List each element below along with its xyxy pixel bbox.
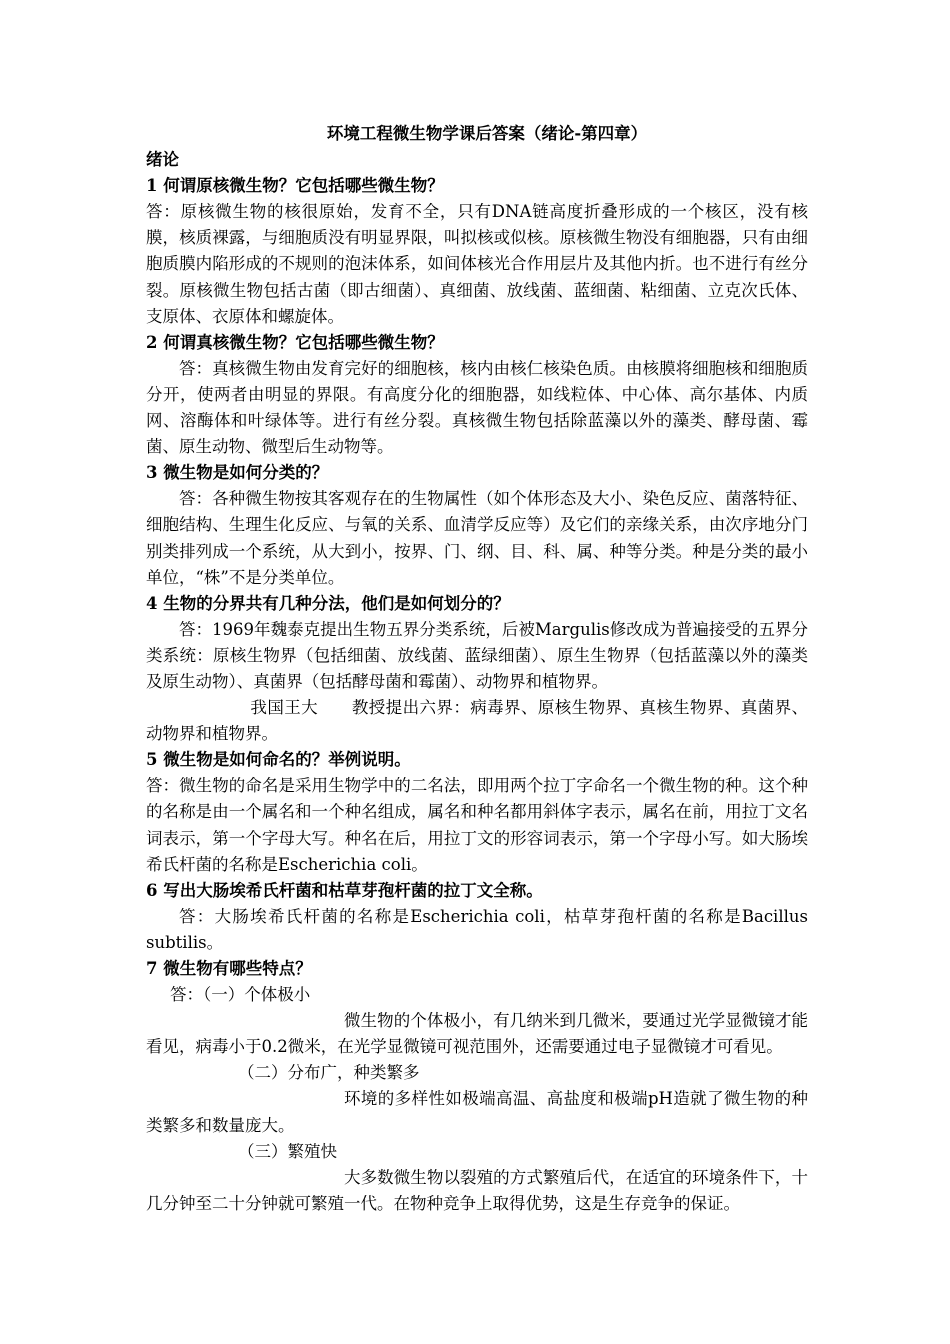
question-2-answer: 答：真核微生物由发育完好的细胞核，核内由核仁核染色质。由核膜将细胞核和细胞质分开，使两者由明显的界限。有高度分化的细胞器，如线粒体、中心体、高尔基体、内质网、溶酶体和叶绿体等。进行有丝分裂。真核微生物包括除蓝藻以外的藻类、酵母菌、霉菌、原生动物、微型后生动物等。 — [146, 358, 808, 457]
section-heading: 绪论 — [146, 150, 179, 170]
question-6-answer: 答：大肠埃希氏杆菌的名称是Escherichia coli，枯草芽孢杆菌的名称是Bacillus subtilis。 — [146, 906, 808, 952]
question-7-item-3-text: 大多数微生物以裂殖的方式繁殖后代，在适宜的环境条件下，十几分钟至二十分钟就可繁殖一代。在物种竞争上取得优势，这是生存竞争的保证。 — [146, 1167, 808, 1213]
question-4-heading: 4 生物的分界共有几种分法，他们是如何划分的？ — [146, 593, 510, 613]
question-7-item-3-label: （三）繁殖快 — [238, 1141, 337, 1161]
question-4-answer: 答：1969年魏泰克提出生物五界分类系统，后被Margulis修改成为普遍接受的五界分类系统：原核生物界（包括细菌、放线菌、蓝绿细菌）、原生生物界（包括蓝藻以外的藻类及原生动物）、真菌界（包括酵母菌和霉菌）、动物界和植物界。 — [146, 619, 808, 691]
document-body — [146, 121, 808, 1217]
question-7-heading: 7 微生物有哪些特点？ — [146, 959, 312, 978]
question-4-six-kingdoms: 我国王大 教授提出六界：病毒界、原核生物界、真核生物界、真菌界、动物界和植物界。 — [146, 698, 808, 744]
document-title: 环境工程微生物学课后答案（绪论-第四章） — [326, 124, 648, 143]
question-6-heading: 6 写出大肠埃希氏杆菌和枯草芽孢杆菌的拉丁文全称。 — [146, 880, 543, 900]
question-2-heading: 2 何谓真核微生物？它包括哪些微生物？ — [146, 332, 444, 352]
question-3-heading: 3 微生物是如何分类的？ — [146, 463, 329, 483]
question-7-item-1-label: 答：（一）个体极小 — [170, 985, 311, 1005]
question-5-heading: 5 微生物是如何命名的？举例说明。 — [146, 750, 411, 770]
question-1-answer: 答：原核微生物的核很原始，发育不全，只有DNA链高度折叠形成的一个核区，没有核膜，核质裸露，与细胞质没有明显界限，叫拟核或似核。原核微生物没有细胞器，只有由细胞质膜内陷形成的不规则的泡沫体系，如间体核光合作用层片及其他内折。也不进行有丝分裂。原核微生物包括古菌（即古细菌）、真细菌、放线菌、蓝细菌、粘细菌、立克次氏体、支原体、衣原体和螺旋体。 — [146, 202, 808, 326]
question-4-answer-continued — [146, 695, 808, 747]
question-1-heading: 1 何谓原核微生物？它包括哪些微生物？ — [146, 176, 444, 196]
question-7-item-2-text: 环境的多样性如极端高温、高盐度和极端pH造就了微生物的种类繁多和数量庞大。 — [146, 1089, 808, 1135]
question-5-answer: 答：微生物的命名是采用生物学中的二名法，即用两个拉丁字命名一个微生物的种。这个种的名称是由一个属名和一个种名组成，属名和种名都用斜体字表示，属名在前，用拉丁文名词表示，第一个字母大写。种名在后，用拉丁文的形容词表示，第一个字母小写。如大肠埃希氏杆菌的名称是Escherichia coli。 — [146, 776, 808, 874]
question-7-item-2-label: （二）分布广，种类繁多 — [238, 1063, 420, 1083]
question-7-item-1-text: 微生物的个体极小，有几纳米到几微米，要通过光学显微镜才能看见，病毒小于0.2微米，在光学显微镜可视范围外，还需要通过电子显微镜才可看见。 — [146, 1011, 808, 1057]
question-3-answer: 答：各种微生物按其客观存在的生物属性（如个体形态及大小、染色反应、菌落特征、细胞结构、生理生化反应、与氧的关系、血清学反应等）及它们的亲缘关系，由次序地分门别类排列成一个系统，从大到小，按界、门、纲、目、科、属、种等分类。种是分类的最小单位，“株”不是分类单位。 — [146, 489, 808, 587]
